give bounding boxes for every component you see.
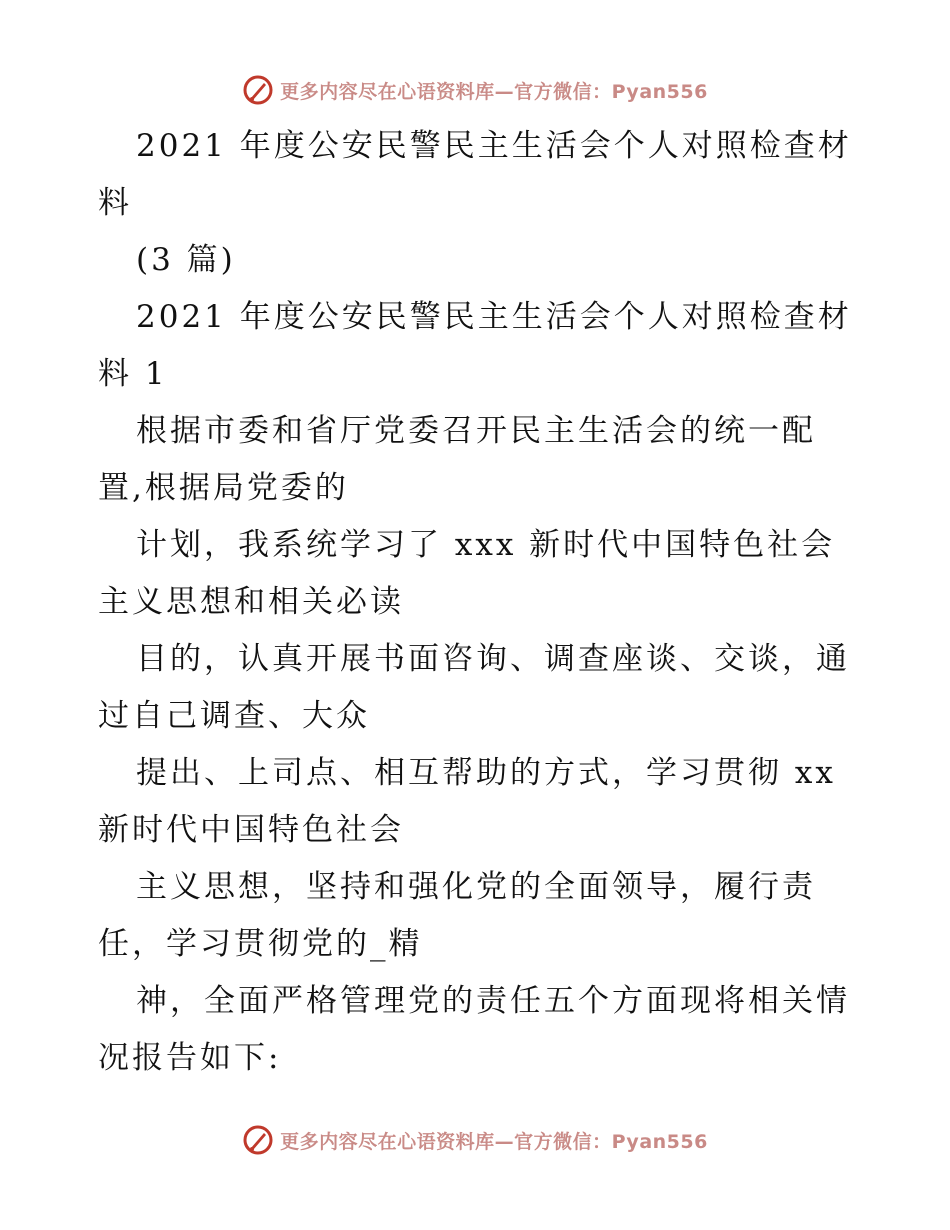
body-paragraph: 主义思想，坚持和强化党的全面领导，履行责任，学习贯彻党的_精 (98, 869, 816, 962)
watermark-banner-top (0, 70, 950, 110)
body-paragraph: 提出、上司点、相互帮助的方式，学习贯彻 xx 新时代中国特色社会 (98, 755, 836, 848)
section-heading: 2021 年度公安民警民主生活会个人对照检查材料 1 (98, 299, 852, 392)
quill-pen-circle-icon (242, 1124, 274, 1156)
body-paragraph: 根据市委和省厅党委召开民主生活会的统一配置,根据局党委的 (98, 413, 816, 506)
body-paragraph: 计划，我系统学习了 xxx 新时代中国特色社会主义思想和相关必读 (98, 527, 836, 620)
quill-pen-circle-icon (242, 74, 274, 106)
watermark-text: 更多内容尽在心语资料库—官方微信：Pyan556 (280, 80, 708, 103)
document-subtitle: (3 篇) (136, 242, 236, 278)
document-body (98, 118, 858, 1087)
watermark-banner-bottom (0, 1120, 950, 1160)
body-paragraph: 神，全面严格管理党的责任五个方面现将相关情况报告如下: (98, 983, 850, 1076)
body-paragraph: 目的，认真开展书面咨询、调查座谈、交谈，通过自己调查、大众 (98, 641, 850, 734)
watermark-text: 更多内容尽在心语资料库—官方微信：Pyan556 (280, 1130, 708, 1153)
document-title: 2021 年度公安民警民主生活会个人对照检查材料 (98, 128, 852, 221)
